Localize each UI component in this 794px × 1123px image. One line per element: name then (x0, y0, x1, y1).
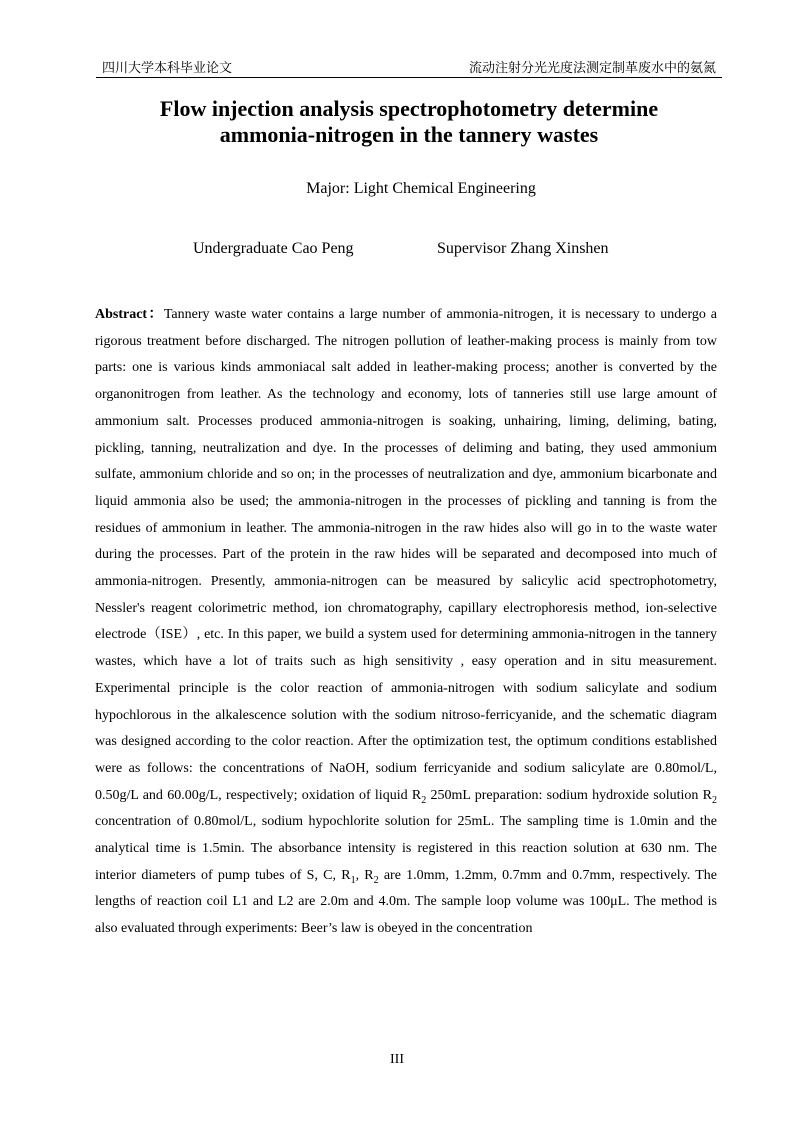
abstract-text-5: are 1.0mm, 1.2mm, 0.7mm and 0.7mm, respectively. The lengths of reaction coil L1 and L2 are 2.0m and 4.0m. The sample loop volume was 100μL. The method is also evaluated through experiments: Beer’s law is obeyed in the concentration (95, 867, 717, 937)
subscript-r2-b: 2 (712, 794, 717, 806)
author-line (193, 240, 673, 262)
subscript-r2-a: 2 (421, 794, 427, 806)
abstract-paragraph (95, 302, 717, 943)
paper-title-line-2: ammonia-nitrogen in the tannery wastes (219, 122, 599, 147)
abstract-text-3: concentration of 0.80mol/L, sodium hypochlorite solution for 25mL. The sampling time is 1.0min and the analytical time is 1.5min. The absorbance intensity is registered in this reaction solution at 630 nm. The interior diameters of pump tubes of S, C, R (95, 814, 717, 883)
page-number: III (390, 1052, 404, 1067)
supervisor-name: Supervisor Zhang Xinshen (437, 240, 609, 257)
major-line: Major: Light Chemical Engineering (306, 180, 536, 197)
undergraduate-name: Undergraduate Cao Peng (193, 240, 354, 257)
subscript-r2-c: 2 (373, 874, 379, 886)
header-thesis-title: 流动注射分光光度法测定制革废水中的氨氮 (468, 61, 716, 76)
abstract-text-1: Tannery waste water contains a large number of ammonia-nitrogen, it is necessary to undergo a rigorous treatment before discharged. The nitrogen pollution of leather-making process is mainly from tow parts: one is various kinds ammoniacal salt added in leather-making process; another is converted by the organonitrogen from leather. As the technology and economy, lots of tanneries still use large amount of ammonium salt. Processes produced ammonia-nitrogen is soaking, unhairing, liming, deliming, bating, pickling, tanning, neutralization and dye. In the processes of deliming and bating, they used ammonium sulfate, ammonium chloride and so on; in the processes of neutralization and dye, ammonium bicarbonate and liquid ammonia also be used; the ammonia-nitrogen in the processes of pickling and tanning is from the residues of ammonium in leather. The ammonia-nitrogen in the raw hides also will go in to the waste water during the processes. Part of the protein in the raw hides will be separated and decomposed into much of ammonia-nitrogen. Presently, ammonia-nitrogen can be measured by salicylic acid spectrophotometry, Nessler's reagent colorimetric method, ion chromatography, capillary electrophoresis method, ion-selective electrode（ISE）, etc. In this paper, we build a system used for determining ammonia-nitrogen in the tannery wastes, which have a lot of traits such as high sensitivity , easy operation and in situ measurement. Experimental principle is the color reaction of ammonia-nitrogen with sodium salicylate and sodium hypochlorous in the alkalescence solution with the sodium nitroso-ferricyanide, and the schematic diagram was designed according to the color reaction. After the optimization test, the optimum conditions established were as follows: the concentrations of NaOH, sodium ferricyanide and sodium salicylate are 0.80mol/L, 0.50g/L and 60.00g/L, respectively; oxidation of liquid R (95, 307, 717, 803)
abstract-label: Abstract： (95, 307, 164, 322)
abstract-text-2: 250mL preparation: sodium hydroxide solution R (426, 787, 712, 803)
abstract-text-4: , R (355, 867, 374, 883)
paper-title-line-1: Flow injection analysis spectrophotometry determine (159, 96, 659, 121)
header-thesis-label: 四川大学本科毕业论文 (102, 61, 233, 76)
paper-title (96, 96, 722, 148)
subscript-r1: 1 (350, 874, 356, 886)
running-header (96, 55, 722, 78)
